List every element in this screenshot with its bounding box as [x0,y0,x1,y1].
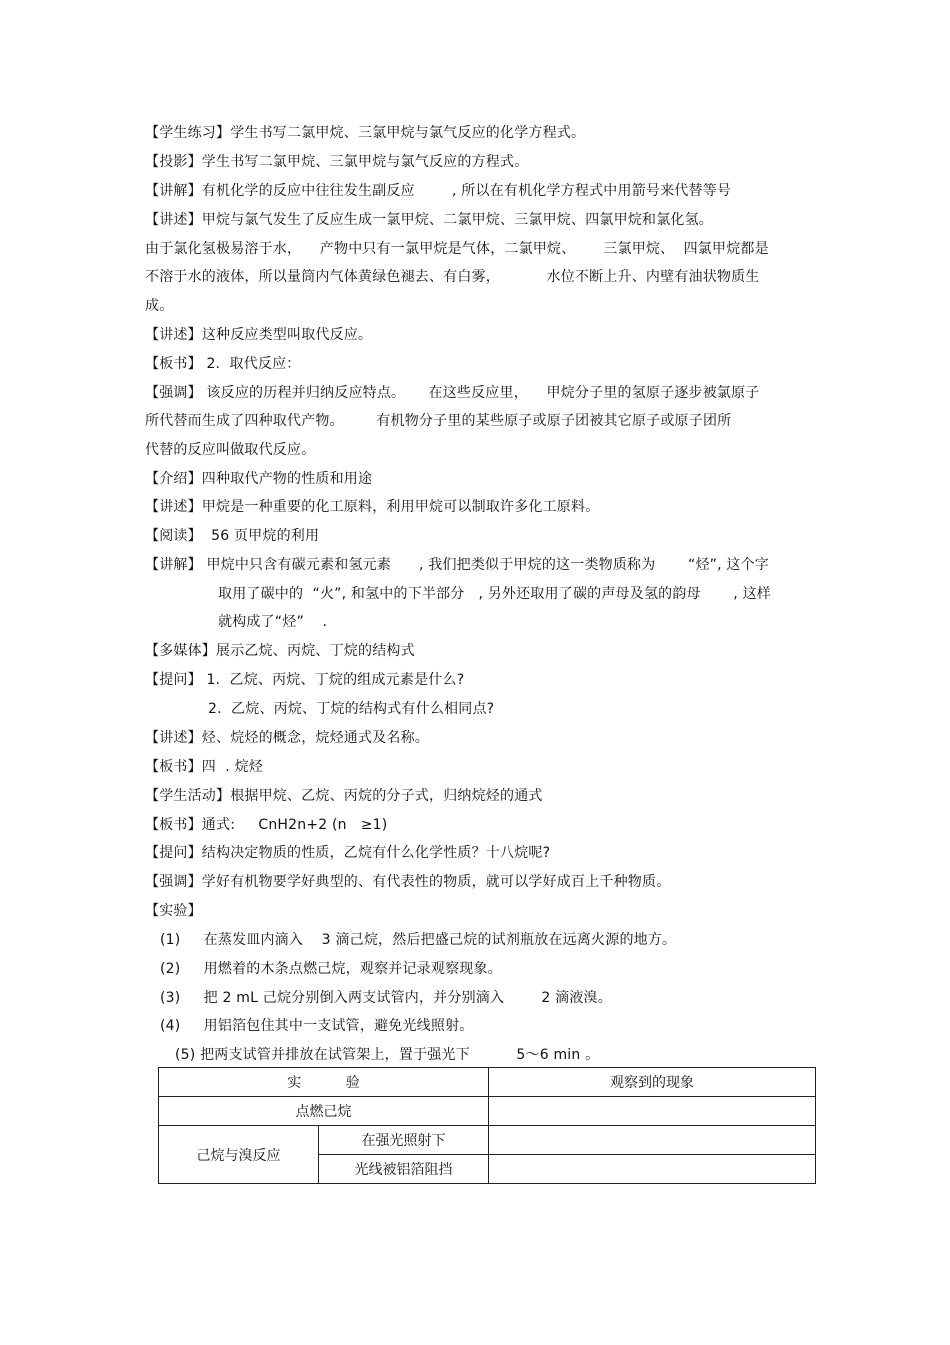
table-cell: 点燃己烷 [159,1097,489,1126]
text-line: 【多媒体】展示乙烷、丙烷、丁烷的结构式 [145,643,415,659]
text-line: 【板书】四 . 烷烃 [145,759,264,775]
table-row [159,1126,816,1155]
text-line: 【讲述】这种反应类型叫取代反应。 [145,327,373,343]
text-line: 取用了碳中的 “火”, 和氢中的下半部分 , 另外还取用了碳的声母及氢的韵母 , 这样 [218,586,772,602]
text-line: (2) 用燃着的木条点燃己烷，观察并记录观察现象。 [160,961,502,977]
text-line: 【实验】 [145,903,202,919]
text-line: 【强调】学好有机物要学好典型的、有代表性的物质，就可以学好成百上千种物质。 [145,874,671,890]
text-line: (5) 把两支试管并排放在试管架上，置于强光下 5～6 min 。 [175,1047,600,1063]
text-line: 2. 乙烷、丙烷、丁烷的结构式有什么相同点? [208,701,495,717]
table-cell: 光线被铝箔阻挡 [319,1155,489,1184]
table-cell: 己烷与溴反应 [159,1126,319,1184]
text-line: 【板书】 2. 取代反应： [145,356,301,372]
text-line: 【介绍】四种取代产物的性质和用途 [145,471,373,487]
text-line: 不溶于水的液体，所以量筒内气体黄绿色褪去、有白雾， 水位不断上升、内壁有油状物质生 [145,269,760,285]
text-line: 代替的反应叫做取代反应。 [145,442,316,458]
observation-table [158,1067,816,1184]
table-cell-empty [489,1155,816,1184]
table-cell: 在强光照射下 [319,1126,489,1155]
text-line: 【提问】 1. 乙烷、丙烷、丁烷的组成元素是什么? [145,672,465,688]
text-line: 【讲述】甲烷是一种重要的化工原料，利用甲烷可以制取许多化工原料。 [145,499,600,515]
table-cell-empty [489,1097,816,1126]
table-row [159,1097,816,1126]
text-line: 【讲述】甲烷与氯气发生了反应生成一氯甲烷、二氯甲烷、三氯甲烷、四氯甲烷和氯化氢。 [145,212,713,228]
table-header-observation: 观察到的现象 [489,1068,816,1097]
table-header-experiment: 实 验 [159,1068,489,1097]
text-line: 【学生练习】学生书写二氯甲烷、三氯甲烷与氯气反应的化学方程式。 [145,125,586,141]
text-line: 【讲解】 甲烷中只含有碳元素和氢元素 , 我们把类似于甲烷的这一类物质称为 “烃”, 这个字 [145,557,770,573]
text-line: 就构成了“烃” . [218,614,328,630]
text-line: 【投影】学生书写二氯甲烷、三氯甲烷与氯气反应的方程式。 [145,154,529,170]
table-row [159,1068,816,1097]
table-cell-empty [489,1126,816,1155]
text-line: 【讲述】烃、烷烃的概念，烷烃通式及名称。 [145,730,429,746]
text-line: (4) 用铝箔包住其中一支试管，避免光线照射。 [160,1018,474,1034]
text-line: 【阅读】 56 页甲烷的利用 [145,528,320,544]
text-line: 【板书】通式: CnH2n+2 (n ≥1) [145,817,388,833]
text-line: (3) 把 2 mL 己烷分别倒入两支试管内，并分别滴入 2 滴液溴。 [160,990,612,1006]
text-line: 【讲解】有机化学的反应中往往发生副反应 , 所以在有机化学方程式中用箭号来代替等号 [145,183,732,199]
text-line: 所代替而生成了四种取代产物。 有机物分子里的某些原子或原子团被其它原子或原子团所 [145,413,732,429]
text-line: 成。 [145,298,174,314]
text-line: (1) 在蒸发皿内滴入 3 滴己烷，然后把盛己烷的试剂瓶放在远离火源的地方。 [160,932,677,948]
text-line: 【强调】 该反应的历程并归纳反应特点。 在这些反应里， 甲烷分子里的氢原子逐步被氯原子 [145,385,760,401]
text-line: 【学生活动】根据甲烷、乙烷、丙烷的分子式，归纳烷烃的通式 [145,788,543,804]
text-line: 由于氯化氢极易溶于水， 产物中只有一氯甲烷是气体，二氯甲烷、 三氯甲烷、 四氯甲烷都是 [145,241,769,257]
text-line: 【提问】结构决定物质的性质，乙烷有什么化学性质？十八烷呢? [145,845,551,861]
